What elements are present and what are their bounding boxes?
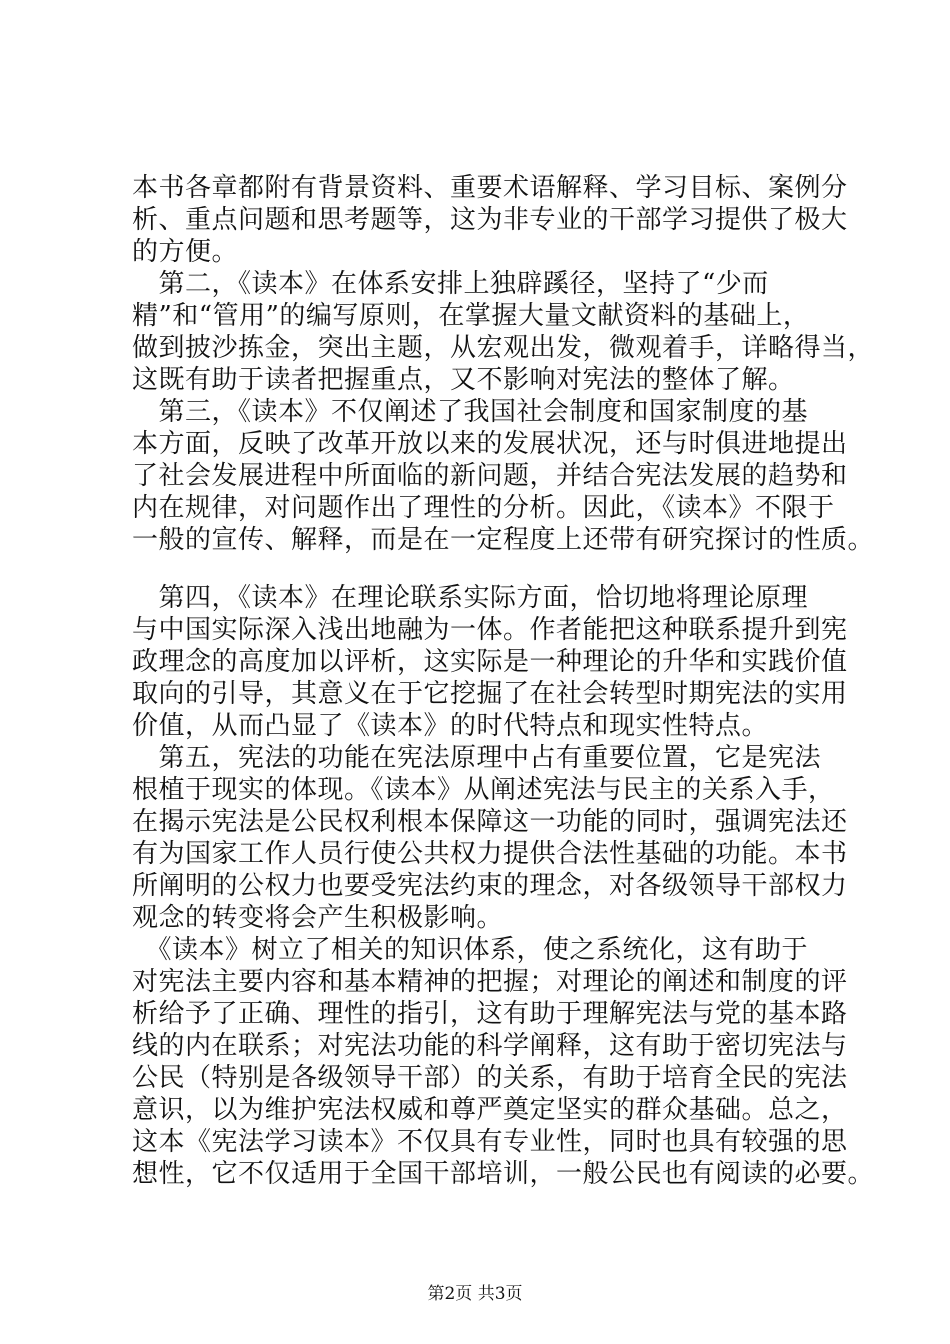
text-line: 根植于现实的体现。《读本》从阐述宪法与民主的关系入手， (132, 775, 835, 805)
text-line: 在揭示宪法是公民权利根本保障这一功能的同时，强调宪法还 (132, 807, 848, 837)
text-line: 取向的引导，其意义在于它挖掘了在社会转型时期宪法的实用 (132, 679, 848, 709)
text-line: 线的内在联系；对宪法功能的科学阐释，这有助于密切宪法与 (132, 1031, 848, 1061)
text-line: 这既有助于读者把握重点，又不影响对宪法的整体了解。 (132, 365, 795, 395)
text-line: 一般的宣传、解释，而是在一定程度上还带有研究探讨的性质。 (132, 525, 875, 555)
text-line: 价值，从而凸显了《读本》的时代特点和现实性特点。 (132, 711, 769, 741)
text-line: 本书各章都附有背景资料、重要术语解释、学习目标、案例分 (132, 173, 848, 203)
text-line: 观念的转变将会产生积极影响。 (132, 903, 504, 933)
document-body (132, 172, 875, 1190)
text-line: 这本《宪法学习读本》不仅具有专业性，同时也具有较强的思 (132, 1127, 848, 1157)
text-line: 析给予了正确、理性的指引，这有助于理解宪法与党的基本路 (132, 999, 848, 1029)
text-line: 精”和“管用”的编写原则，在掌握大量文献资料的基础上， (132, 301, 810, 331)
paragraph (132, 934, 875, 1190)
text-line: 的方便。 (132, 237, 239, 267)
text-line: 第四，《读本》在理论联系实际方面，恰切地将理论原理 (132, 583, 809, 613)
paragraph (132, 582, 848, 742)
text-line: 对宪法主要内容和基本精神的把握；对理论的阐述和制度的评 (132, 967, 848, 997)
text-line: 想性，它不仅适用于全国干部培训，一般公民也有阅读的必要。 (132, 1159, 875, 1189)
paragraph (132, 172, 848, 268)
page-number-footer: 第2页 共3页 (427, 1284, 523, 1304)
text-line: 《读本》树立了相关的知识体系，使之系统化，这有助于 (132, 935, 809, 965)
text-line: 公民（特别是各级领导干部）的关系，有助于培育全民的宪法 (132, 1063, 848, 1093)
paragraph (132, 268, 875, 396)
text-line: 第三，《读本》不仅阐述了我国社会制度和国家制度的基 (132, 397, 809, 427)
text-line: 与中国实际深入浅出地融为一体。作者能把这种联系提升到宪 (132, 615, 848, 645)
text-line: 做到披沙拣金，突出主题，从宏观出发，微观着手，详略得当， (132, 333, 875, 363)
paragraph-gap (132, 556, 832, 582)
text-line: 政理念的高度加以评析，这实际是一种理论的升华和实践价值 (132, 647, 848, 677)
text-line: 内在规律，对问题作出了理性的分析。因此，《读本》不限于 (132, 493, 835, 523)
text-line: 所阐明的公权力也要受宪法约束的理念，对各级领导干部权力 (132, 871, 848, 901)
text-line: 第五，宪法的功能在宪法原理中占有重要位置，它是宪法 (132, 743, 822, 773)
text-line: 了社会发展进程中所面临的新问题，并结合宪法发展的趋势和 (132, 461, 848, 491)
text-line: 本方面，反映了改革开放以来的发展状况，还与时俱进地提出 (132, 429, 848, 459)
paragraph (132, 396, 875, 556)
paragraph (132, 742, 848, 934)
text-line: 析、重点问题和思考题等，这为非专业的干部学习提供了极大 (132, 205, 848, 235)
text-line: 意识，以为维护宪法权威和尊严奠定坚实的群众基础。总之， (132, 1095, 848, 1125)
text-line: 有为国家工作人员行使公共权力提供合法性基础的功能。本书 (132, 839, 848, 869)
text-line: 第二，《读本》在体系安排上独辟蹊径，坚持了“少而 (132, 269, 769, 299)
